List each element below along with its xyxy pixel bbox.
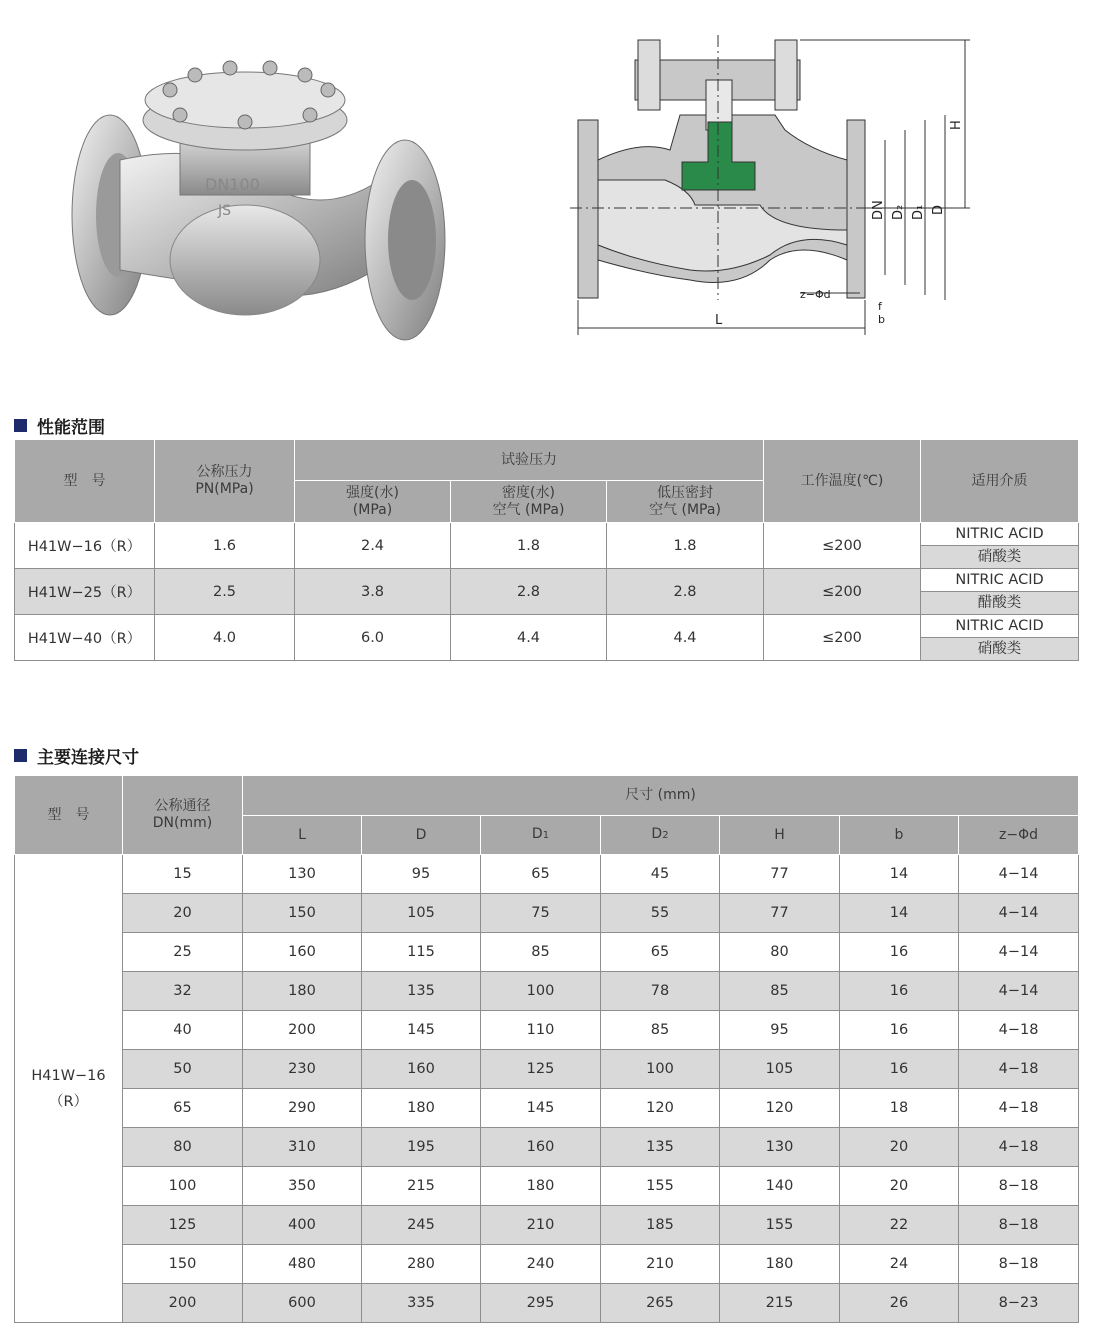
cell-model: H41W−16 （R） [15, 855, 123, 1323]
table-row [15, 1167, 1079, 1206]
cell-z: 4−14 [959, 894, 1079, 933]
performance-table [14, 439, 1079, 661]
cell-dn: 20 [123, 894, 243, 933]
cell-b: 14 [840, 894, 959, 933]
header-dn: 公称通径 DN(mm) [123, 776, 243, 855]
cell-L: 160 [243, 933, 362, 972]
cell-z: 4−18 [959, 1128, 1079, 1167]
cell-D1: 110 [481, 1011, 601, 1050]
cell-D: 105 [362, 894, 481, 933]
cell-dn: 15 [123, 855, 243, 894]
cell-medium [921, 523, 1079, 569]
cell-lowseal: 4.4 [607, 615, 764, 661]
cell-L: 350 [243, 1167, 362, 1206]
cell-D1: 210 [481, 1206, 601, 1245]
header-D: D [362, 816, 481, 855]
casting-text-dn: DN100 [205, 175, 260, 194]
medium-en: NITRIC ACID [921, 569, 1078, 592]
cell-z: 4−18 [959, 1011, 1079, 1050]
cell-D2: 100 [601, 1050, 720, 1089]
label-f: f [878, 300, 882, 313]
dimensions-section-title [14, 743, 139, 768]
cell-D1: 100 [481, 972, 601, 1011]
cell-H: 180 [720, 1245, 840, 1284]
cell-lowseal: 2.8 [607, 569, 764, 615]
cell-D: 95 [362, 855, 481, 894]
cell-D: 180 [362, 1089, 481, 1128]
header-medium: 适用介质 [921, 440, 1079, 523]
cell-D1: 65 [481, 855, 601, 894]
cell-D2: 55 [601, 894, 720, 933]
cell-b: 14 [840, 855, 959, 894]
cell-D2: 135 [601, 1128, 720, 1167]
cell-D: 115 [362, 933, 481, 972]
cell-z: 8−18 [959, 1245, 1079, 1284]
medium-en: NITRIC ACID [921, 615, 1078, 638]
cell-L: 130 [243, 855, 362, 894]
cell-temp: ≤200 [764, 523, 921, 569]
label-H: H [949, 120, 964, 130]
header-H: H [720, 816, 840, 855]
cell-z: 4−14 [959, 972, 1079, 1011]
cell-D1: 180 [481, 1167, 601, 1206]
cell-z: 4−18 [959, 1050, 1079, 1089]
header-size: 尺寸 (mm) [243, 776, 1079, 816]
cell-model: H41W−16（R） [15, 523, 155, 569]
medium-cn: 硝酸类 [921, 638, 1078, 660]
header-temp: 工作温度(℃) [764, 440, 921, 523]
cell-model: H41W−40（R） [15, 615, 155, 661]
cell-D1: 145 [481, 1089, 601, 1128]
cell-H: 105 [720, 1050, 840, 1089]
cell-density: 4.4 [451, 615, 607, 661]
cell-D2: 265 [601, 1284, 720, 1323]
cell-D2: 78 [601, 972, 720, 1011]
cell-H: 80 [720, 933, 840, 972]
cell-b: 16 [840, 1011, 959, 1050]
table-row [15, 894, 1079, 933]
cell-b: 26 [840, 1284, 959, 1323]
cell-dn: 80 [123, 1128, 243, 1167]
cell-D: 280 [362, 1245, 481, 1284]
performance-section-title [14, 413, 105, 438]
label-b: b [878, 313, 885, 326]
medium-en: NITRIC ACID [921, 523, 1078, 546]
label-L: L [715, 313, 723, 328]
cell-D2: 85 [601, 1011, 720, 1050]
cell-D2: 210 [601, 1245, 720, 1284]
header-D1: D1 [481, 816, 601, 855]
cell-pn: 2.5 [155, 569, 295, 615]
cell-D: 215 [362, 1167, 481, 1206]
cell-H: 215 [720, 1284, 840, 1323]
cell-D: 195 [362, 1128, 481, 1167]
dimensions-table [14, 775, 1079, 1323]
cell-b: 20 [840, 1128, 959, 1167]
cell-L: 180 [243, 972, 362, 1011]
cell-H: 140 [720, 1167, 840, 1206]
cell-D1: 125 [481, 1050, 601, 1089]
cell-D2: 155 [601, 1167, 720, 1206]
table-row [15, 855, 1079, 894]
cell-lowseal: 1.8 [607, 523, 764, 569]
cell-dn: 50 [123, 1050, 243, 1089]
header-pn: 公称压力 PN(MPa) [155, 440, 295, 523]
section-marker [14, 749, 27, 762]
table-row [15, 1089, 1079, 1128]
cell-D: 135 [362, 972, 481, 1011]
cell-D1: 85 [481, 933, 601, 972]
cell-L: 230 [243, 1050, 362, 1089]
cell-dn: 200 [123, 1284, 243, 1323]
cell-dn: 125 [123, 1206, 243, 1245]
header-model: 型 号 [15, 776, 123, 855]
cell-L: 310 [243, 1128, 362, 1167]
cell-z: 8−18 [959, 1206, 1079, 1245]
cell-b: 24 [840, 1245, 959, 1284]
cell-dn: 40 [123, 1011, 243, 1050]
cell-D1: 160 [481, 1128, 601, 1167]
valve-section-diagram [560, 30, 990, 350]
table-row [15, 1050, 1079, 1089]
cell-D: 335 [362, 1284, 481, 1323]
cell-H: 155 [720, 1206, 840, 1245]
header-b: b [840, 816, 959, 855]
header-model: 型 号 [15, 440, 155, 523]
cell-L: 150 [243, 894, 362, 933]
cell-D: 145 [362, 1011, 481, 1050]
header-density: 密度(水) 空气 (MPa) [451, 481, 607, 523]
cell-H: 120 [720, 1089, 840, 1128]
label-D2: D₂ [891, 204, 906, 220]
header-D2: D2 [601, 816, 720, 855]
cell-strength: 6.0 [295, 615, 451, 661]
cell-b: 20 [840, 1167, 959, 1206]
cell-pn: 1.6 [155, 523, 295, 569]
cell-strength: 2.4 [295, 523, 451, 569]
label-D1: D₁ [911, 204, 926, 220]
cell-H: 130 [720, 1128, 840, 1167]
cell-z: 8−18 [959, 1167, 1079, 1206]
header-L: L [243, 816, 362, 855]
cell-b: 18 [840, 1089, 959, 1128]
cell-dn: 100 [123, 1167, 243, 1206]
cell-D1: 295 [481, 1284, 601, 1323]
table-row [15, 569, 1079, 615]
cell-L: 480 [243, 1245, 362, 1284]
dimensions-title: 主要连接尺寸 [37, 748, 139, 768]
cell-D: 245 [362, 1206, 481, 1245]
header-zphid: z−Φd [959, 816, 1079, 855]
cell-medium [921, 615, 1079, 661]
cell-L: 600 [243, 1284, 362, 1323]
cell-D: 160 [362, 1050, 481, 1089]
cell-L: 290 [243, 1089, 362, 1128]
cell-H: 95 [720, 1011, 840, 1050]
cell-z: 4−14 [959, 855, 1079, 894]
cell-z: 4−18 [959, 1089, 1079, 1128]
table-row [15, 615, 1079, 661]
table-row [15, 1245, 1079, 1284]
cell-temp: ≤200 [764, 615, 921, 661]
header-strength: 强度(水) (MPa) [295, 481, 451, 523]
cell-H: 77 [720, 894, 840, 933]
cell-dn: 65 [123, 1089, 243, 1128]
cell-D2: 45 [601, 855, 720, 894]
section-marker [14, 419, 27, 432]
casting-text-js: JS [218, 203, 232, 219]
cell-strength: 3.8 [295, 569, 451, 615]
cell-D2: 65 [601, 933, 720, 972]
cell-H: 85 [720, 972, 840, 1011]
label-zphid: z−Φd [800, 288, 831, 301]
cell-D1: 75 [481, 894, 601, 933]
cell-L: 200 [243, 1011, 362, 1050]
cell-b: 16 [840, 1050, 959, 1089]
cell-z: 4−14 [959, 933, 1079, 972]
cell-medium [921, 569, 1079, 615]
cell-z: 8−23 [959, 1284, 1079, 1323]
cell-b: 16 [840, 972, 959, 1011]
cell-density: 1.8 [451, 523, 607, 569]
cell-dn: 25 [123, 933, 243, 972]
valve-photo [60, 30, 460, 350]
medium-cn: 醋酸类 [921, 592, 1078, 614]
table-row [15, 1206, 1079, 1245]
label-DN: DN [871, 200, 886, 220]
table-row [15, 1128, 1079, 1167]
label-D: D [931, 204, 946, 215]
cell-H: 77 [720, 855, 840, 894]
cell-model: H41W−25（R） [15, 569, 155, 615]
cell-b: 16 [840, 933, 959, 972]
cell-dn: 150 [123, 1245, 243, 1284]
cell-dn: 32 [123, 972, 243, 1011]
cell-b: 22 [840, 1206, 959, 1245]
table-row [15, 1284, 1079, 1323]
cell-pn: 4.0 [155, 615, 295, 661]
table-row [15, 1011, 1079, 1050]
medium-cn: 硝酸类 [921, 546, 1078, 568]
cell-D2: 120 [601, 1089, 720, 1128]
table-row [15, 523, 1079, 569]
cell-D1: 240 [481, 1245, 601, 1284]
performance-title: 性能范围 [37, 418, 105, 438]
cell-L: 400 [243, 1206, 362, 1245]
header-lowseal: 低压密封 空气 (MPa) [607, 481, 764, 523]
header-test-pressure: 试验压力 [295, 440, 764, 481]
cell-D2: 185 [601, 1206, 720, 1245]
table-row [15, 972, 1079, 1011]
cell-temp: ≤200 [764, 569, 921, 615]
table-row [15, 933, 1079, 972]
cell-density: 2.8 [451, 569, 607, 615]
